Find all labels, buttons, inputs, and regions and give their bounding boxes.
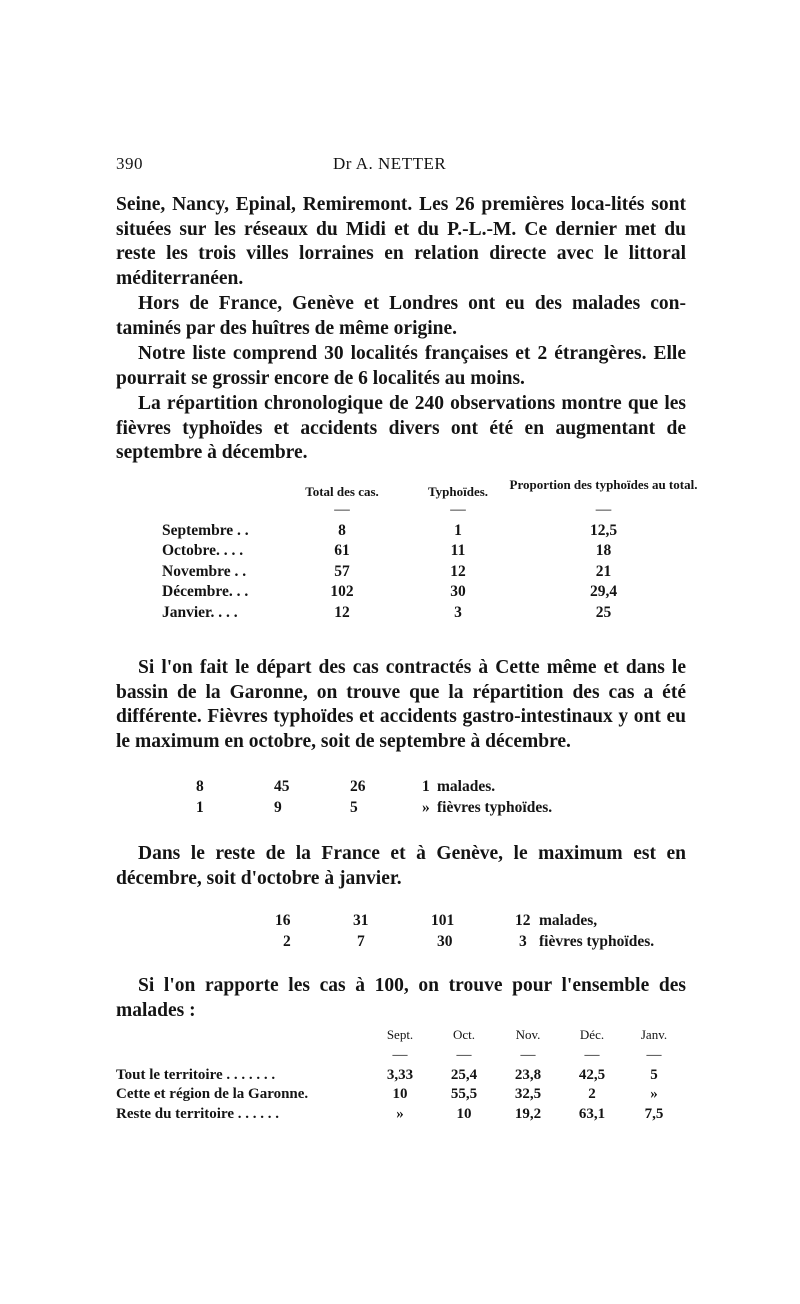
paragraph-6: Dans le reste de la France et à Genève, le maximum est en décembre, soit d'octobre à janvier. <box>116 843 686 889</box>
col-dec: Déc. <box>579 1027 605 1042</box>
col-oct: Oct. <box>452 1027 476 1042</box>
col-typhoides: Typhoïdes. <box>427 484 489 499</box>
rest-table <box>275 910 654 952</box>
col-nov: Nov. <box>515 1027 541 1042</box>
table-row: 2 7 30 3 fièvres typhoïdes. <box>283 932 655 950</box>
dash: — <box>392 1047 408 1064</box>
dash: — <box>584 1047 600 1064</box>
paragraph-4: La répartition chronologique de 240 observations montre que les fièvres typhoïdes et accidents divers ont été en augmentant de septembre à décembre. <box>116 393 686 464</box>
table-row: Décembre. . . 102 30 29,4 <box>162 583 618 601</box>
garonne-table <box>196 776 552 818</box>
percent-table <box>116 1024 684 1124</box>
paragraph-2: Hors de France, Genève et Londres ont eu des malades con-taminés par des huîtres de même origine. <box>116 293 686 339</box>
dash: — <box>456 1047 472 1064</box>
running-title: Dr A. NETTER <box>333 154 447 173</box>
col-total: Total des cas. <box>305 484 379 499</box>
dash: — <box>450 501 466 519</box>
col-proportion: Proportion des typhoïdes au total. <box>509 477 698 492</box>
table-row: Septembre . . 8 1 12,5 <box>162 521 618 539</box>
table-row: 8 45 26 1 malades. <box>196 777 496 795</box>
col-janv: Janv. <box>640 1027 668 1042</box>
paragraph-1: Seine, Nancy, Epinal, Remiremont. Les 26 premières loca-lités sont situées sur les réseaux du Midi et du P.-L.-M. Ce dernier met du reste les trois villes lorraines en relation directe avec le littoral méditerranéen. <box>116 194 686 289</box>
dash: — <box>646 1047 662 1064</box>
paragraph-3: Notre liste comprend 30 localités françaises et 2 étrangères. Elle pourrait se grossir encore de 6 localités au moins. <box>116 343 686 389</box>
table-row: Janvier. . . . 12 3 25 <box>162 603 612 621</box>
dash: — <box>595 501 612 519</box>
table-row: Octobre. . . . 61 11 18 <box>162 542 612 560</box>
table-row: 1 9 5 » fièvres typhoïdes. <box>196 798 553 816</box>
page-number: 390 <box>116 154 143 173</box>
paragraph-7: Si l'on rapporte les cas à 100, on trouve pour l'ensemble des malades : <box>116 975 686 1021</box>
paragraph-5: Si l'on fait le départ des cas contractés à Cette même et dans le bassin de la Garonne, on trouve que la répartition des cas a été différente. Fièvres typhoïdes et accidents gastro-intestinaux y ont eu le maximum en octobre, soit de septembre à décembre. <box>116 657 686 752</box>
dash: — <box>334 501 350 519</box>
col-sept: Sept. <box>386 1027 414 1042</box>
table-row: Cette et région de la Garonne. 10 55,5 32,5 2 » <box>116 1086 658 1103</box>
table-row: Tout le territoire . . . . . . . 3,33 25,4 23,8 42,5 5 <box>116 1066 658 1083</box>
table-row: Novembre . . 57 12 21 <box>162 562 612 580</box>
table-row: 16 31 101 12 malades, <box>275 911 598 929</box>
dash: — <box>520 1047 536 1064</box>
table-row: Reste du territoire . . . . . . » 10 19,2 63,1 7,5 <box>116 1105 664 1122</box>
monthly-table <box>162 478 701 623</box>
